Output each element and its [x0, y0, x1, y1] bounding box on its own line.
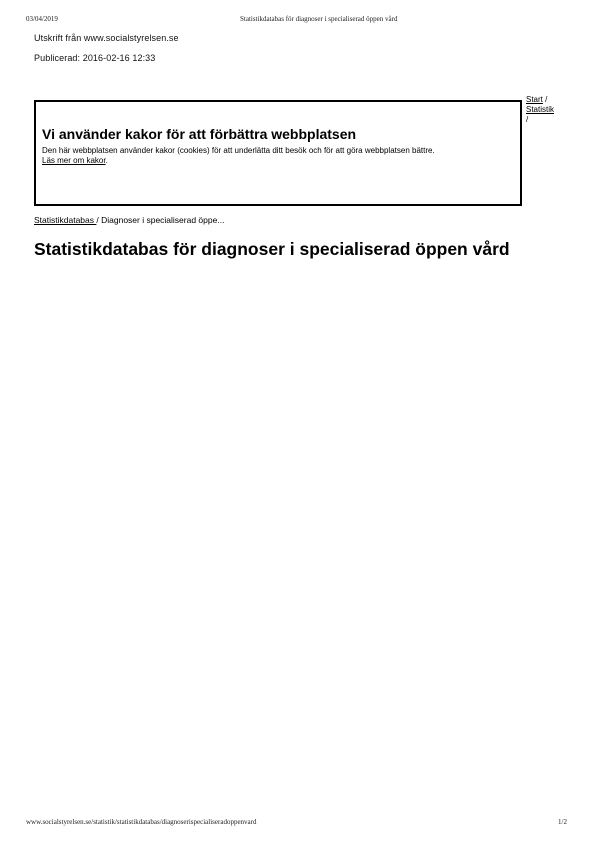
cookie-notice-title: Vi använder kakor för att förbättra webbplatsen [42, 126, 357, 142]
cookie-link-suffix: . [105, 156, 108, 165]
cookie-read-more-link[interactable]: Läs mer om kakor [42, 156, 106, 165]
cookie-notice [34, 100, 522, 206]
breadcrumb-start-link[interactable]: Start [526, 95, 543, 104]
print-header-title: Statistikdatabas för diagnoser i specialiserad öppen vård [240, 15, 398, 23]
breadcrumb-statistikdatabas-link[interactable]: Statistikdatabas [34, 215, 97, 225]
breadcrumb-separator: / [542, 95, 548, 104]
breadcrumb [34, 215, 224, 225]
breadcrumb-separator: / [96, 215, 102, 225]
breadcrumb-separator: / [526, 115, 529, 124]
breadcrumb-statistik-link[interactable]: Statistik [526, 105, 555, 114]
cookie-notice-body: Den här webbplatsen använder kakor (cookies) för att underlätta ditt besök och för att göra webbplatsen bättre. [42, 146, 435, 155]
side-breadcrumb [526, 95, 586, 125]
print-source: Utskrift från www.socialstyrelsen.se [34, 33, 179, 43]
page-title: Statistikdatabas för diagnoser i specialiserad öppen vård [34, 239, 510, 259]
published-date: Publicerad: 2016-02-16 12:33 [34, 53, 156, 63]
breadcrumb-current: Diagnoser i specialiserad öppe... [101, 215, 225, 225]
print-footer-url: www.socialstyrelsen.se/statistik/statistikdatabas/diagnoserispecialiseradoppenvard [26, 818, 257, 826]
print-date: 03/04/2019 [26, 15, 58, 23]
cookie-notice-text [42, 146, 518, 166]
print-page-number: 1/2 [558, 818, 567, 826]
